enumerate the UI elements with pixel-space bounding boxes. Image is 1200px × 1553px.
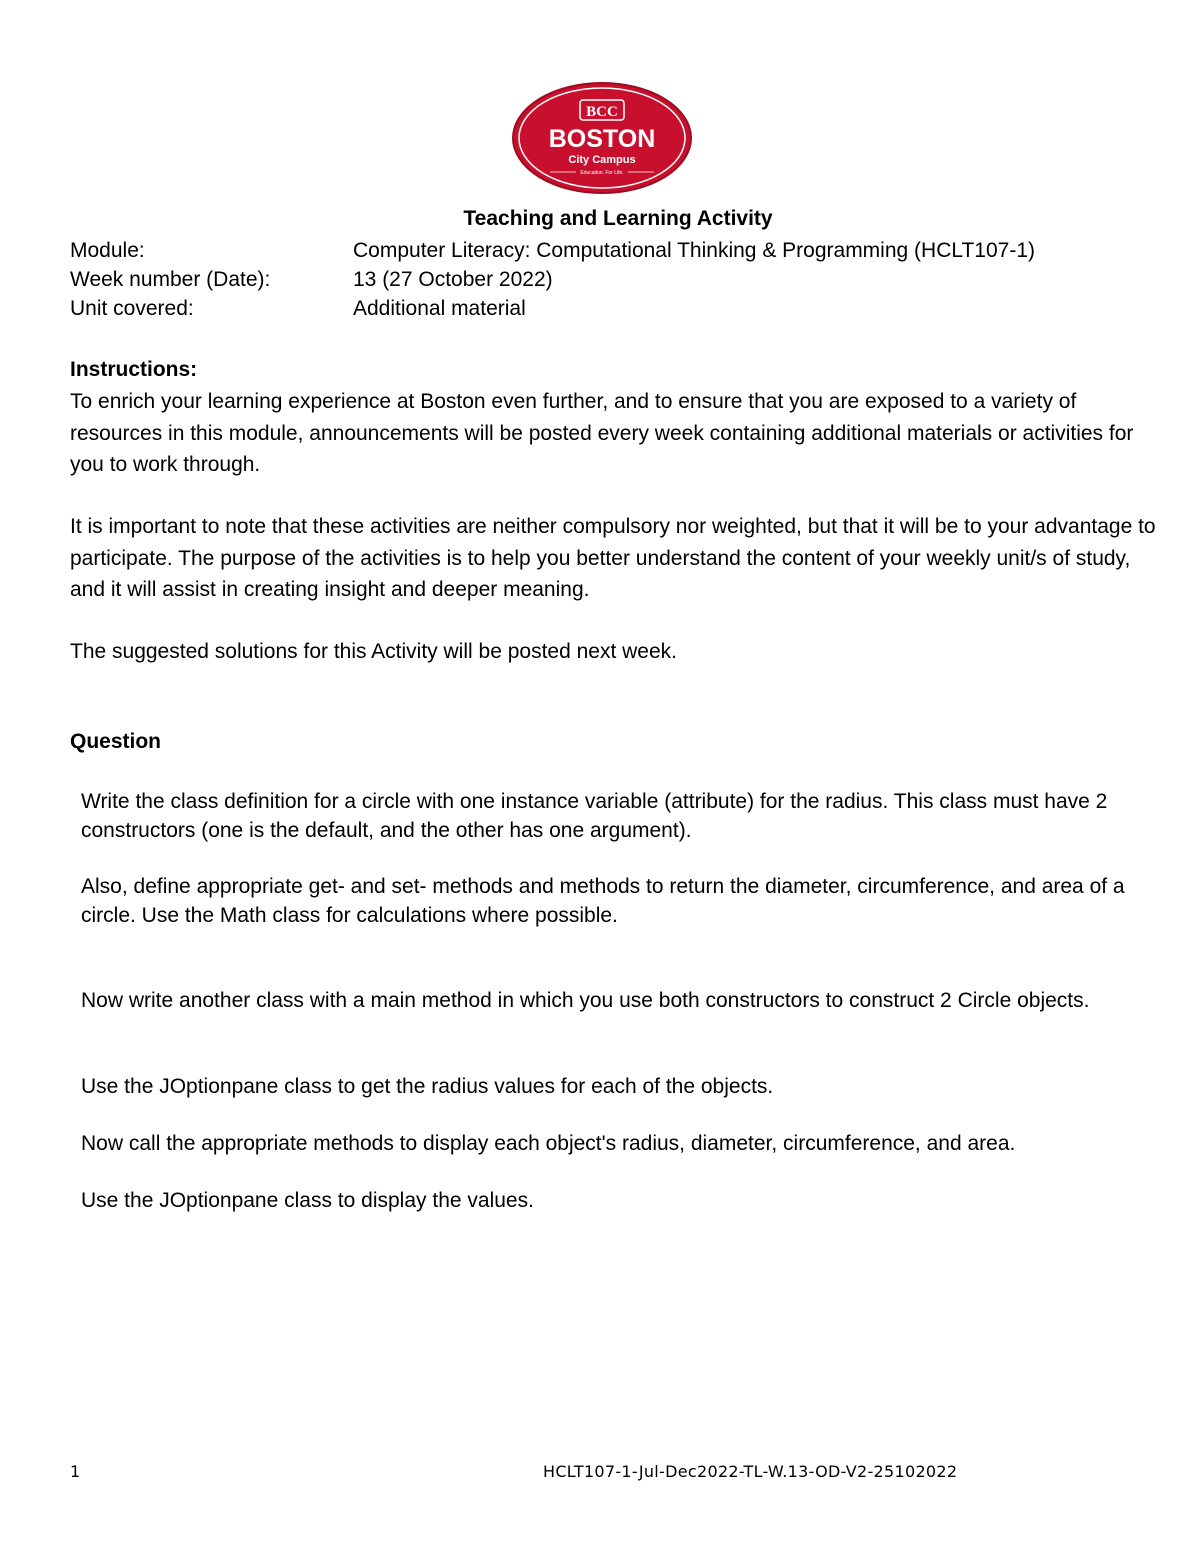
instructions-paragraph: To enrich your learning experience at Boston even further, and to ensure that you are exposed to a variety of resources in this module, announcements will be posted every week containing additional materials or activities for you to work through. bbox=[70, 390, 1134, 476]
question-paragraph: Now write another class with a main method in which you use both constructors to construct 2 Circle objects. bbox=[81, 989, 1090, 1012]
meta-value: Additional material bbox=[353, 297, 526, 320]
question-heading: Question bbox=[70, 730, 162, 753]
logo-bcc: BCC bbox=[586, 104, 618, 120]
document-code: HCLT107-1-Jul-Dec2022-TL-W.13-OD-V2-25102022 bbox=[543, 1462, 958, 1481]
question-paragraph: Also, define appropriate get- and set- methods and methods to return the diameter, circumference, and area of a circle. Use the Math class for calculations where possible. bbox=[81, 875, 1125, 927]
logo-tagline: Education. For Life. bbox=[580, 170, 624, 176]
meta-value: Computer Literacy: Computational Thinking & Programming (HCLT107-1) bbox=[353, 239, 1036, 262]
logo-boston: BOSTON bbox=[548, 125, 656, 153]
meta-label: Week number (Date): bbox=[70, 268, 271, 291]
instructions-paragraph: It is important to note that these activities are neither compulsory nor weighted, but that it will be to your advantage to participate. The purpose of the activities is to help you better understand the content of your weekly unit/s of study, and it will assist in creating insight and deeper meaning. bbox=[70, 515, 1156, 601]
page-number: 1 bbox=[70, 1462, 81, 1481]
question-paragraph: Use the JOptionpane class to display the values. bbox=[81, 1189, 534, 1212]
instructions-paragraph: The suggested solutions for this Activity will be posted next week. bbox=[70, 640, 677, 663]
page-title: Teaching and Learning Activity bbox=[463, 207, 773, 230]
question-paragraph: Now call the appropriate methods to display each object's radius, diameter, circumference, and area. bbox=[81, 1132, 1016, 1155]
instructions-heading: Instructions: bbox=[70, 358, 198, 381]
meta-value: 13 (27 October 2022) bbox=[353, 268, 553, 291]
question-paragraph: Use the JOptionpane class to get the radius values for each of the objects. bbox=[81, 1075, 774, 1098]
question-paragraph: Write the class definition for a circle with one instance variable (attribute) for the radius. This class must have 2 constructors (one is the default, and the other has one argument). bbox=[81, 790, 1108, 842]
boston-city-campus-logo bbox=[510, 80, 694, 196]
meta-label: Unit covered: bbox=[70, 297, 194, 320]
logo-city-campus: City Campus bbox=[568, 154, 636, 166]
meta-label: Module: bbox=[70, 239, 145, 262]
